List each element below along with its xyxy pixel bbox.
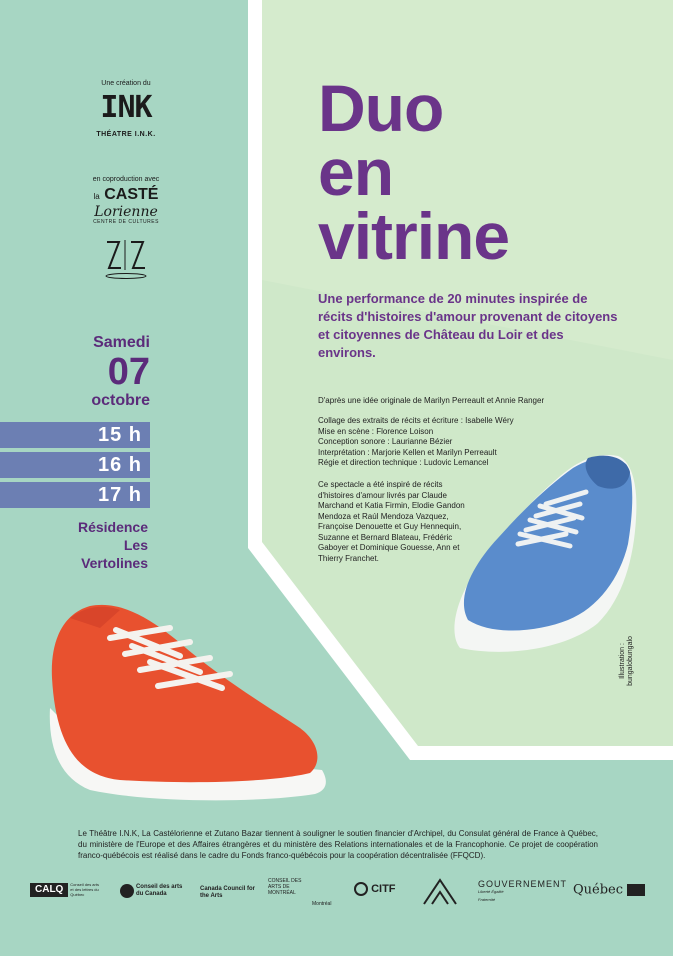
red-shoe-illustration xyxy=(30,598,330,808)
venue-line-3: Vertolines xyxy=(81,555,148,571)
creation-block xyxy=(70,80,182,138)
illustration-credit-line-1: Illustration : xyxy=(619,643,626,679)
credit-line: Mise en scène : Florence Loison xyxy=(318,426,434,436)
event-date xyxy=(70,334,150,410)
venue-line-1: Résidence xyxy=(77,519,148,535)
calq-logo-subtext: Conseil des arts et des lettres du Québec xyxy=(70,882,99,897)
illustration-credit xyxy=(620,615,632,705)
citf-logo xyxy=(354,882,396,896)
event-day: Samedi xyxy=(93,334,150,351)
blue-shoe-illustration xyxy=(448,448,640,658)
venue xyxy=(60,518,148,572)
inspiration-text: Ce spectacle a été inspiré de récits d'histoires d'amour livrés par Claude Marchand et Katia Firmin, Elodie Gandon Mendoza et Raúl Mendoza Vazquez, Françoise Denouette et Guy Hennequin, Suzanne et Bernard Blateau, Frédéric Gaboyer et Dominique Gouesse, Ann et Thierry Franchet. xyxy=(318,480,465,563)
credit-line: Conception sonore : Laurianne Bézier xyxy=(318,437,453,446)
event-day-number: 07 xyxy=(107,351,150,393)
cac-logo-fr: Conseil des arts du Canada xyxy=(135,884,183,897)
quebec-text: Québec xyxy=(573,882,624,898)
cac-emblem-icon xyxy=(120,884,134,898)
cam-logo: CONSEIL DES ARTS DE MONTRÉAL xyxy=(268,878,302,896)
ink-name: THÉATRE I.N.K. xyxy=(96,131,156,138)
ink-logo: INK xyxy=(100,90,152,125)
creation-label: Une création du xyxy=(101,80,151,87)
origin-text: D'après une idée originale de Marilyn Perreault et Annie Ranger xyxy=(318,396,545,405)
illustration-credit-line-2: bungalobungalo xyxy=(627,636,634,686)
cac-logo-en: Canada Council for the Arts xyxy=(200,886,256,899)
credit-line: Interprétation : Marjorie Kellen et Marilyn Perreault xyxy=(318,447,497,457)
citf-emblem-icon xyxy=(354,882,368,896)
lead-text: Une performance de 20 minutes inspirée de récits d'histoires d'amour provenant de citoyens et citoyennes de Château du Loir et des environs. xyxy=(318,291,618,360)
calq-logo-text: CALQ xyxy=(30,883,68,897)
montreal-logo: Montréal xyxy=(312,901,332,907)
gouvernement-logo xyxy=(478,880,567,904)
credit-line: Régie et direction technique : Ludovic Lemancel xyxy=(318,458,489,467)
event-month: octobre xyxy=(91,392,150,409)
gouvernement-text: GOUVERNEMENT xyxy=(478,879,568,889)
calq-logo xyxy=(30,882,100,897)
caste-text: CASTÉ xyxy=(104,186,159,203)
gouvernement-motto: Liberté Égalité Fraternité xyxy=(478,889,504,902)
coproduction-label: en coproduction avec xyxy=(92,176,160,183)
caste-logo xyxy=(70,187,182,205)
zutano-bazar-logo-icon xyxy=(103,238,149,280)
cac-logo xyxy=(120,884,200,898)
time-slot-2: 16 h xyxy=(0,452,150,478)
page-title xyxy=(318,71,510,273)
time-slot-1: 15 h xyxy=(0,422,150,448)
centre-text: CENTRE DE CULTURES xyxy=(93,219,159,225)
sponsor-logos xyxy=(0,868,673,928)
footer-text: Le Théâtre I.N.K, La Castélorienne et Zutano Bazar tiennent à souligner le soutien financier d'Archipel, du Consulat général de France à Québec, du ministère de l'Europe et des Affaires étrangères et du ministère des Relations internationales et de la Francophonie. Ce projet de coopération franco-québécois est réalisé dans le cadre du Fonds franco-québécois pour la coopération décentralisée (FFQCD). xyxy=(78,829,598,860)
venue-line-2: Les xyxy=(123,537,148,553)
title-line-3: vitrine xyxy=(318,199,510,273)
time-slot-3: 17 h xyxy=(0,482,150,508)
quebec-logo xyxy=(573,884,645,896)
citf-text: CITF xyxy=(371,882,396,895)
ffqcd-logo-icon xyxy=(420,874,460,914)
coproduction-block xyxy=(70,176,182,225)
quebec-flag-icon xyxy=(627,884,645,896)
caste-la: la xyxy=(93,192,100,201)
lorienne-text: Lorienne xyxy=(94,204,158,220)
title-line-1: Duo xyxy=(318,71,444,145)
credit-line: Collage des extraits de récits et écriture : Isabelle Wéry xyxy=(318,416,514,425)
title-line-2: en xyxy=(318,135,394,209)
